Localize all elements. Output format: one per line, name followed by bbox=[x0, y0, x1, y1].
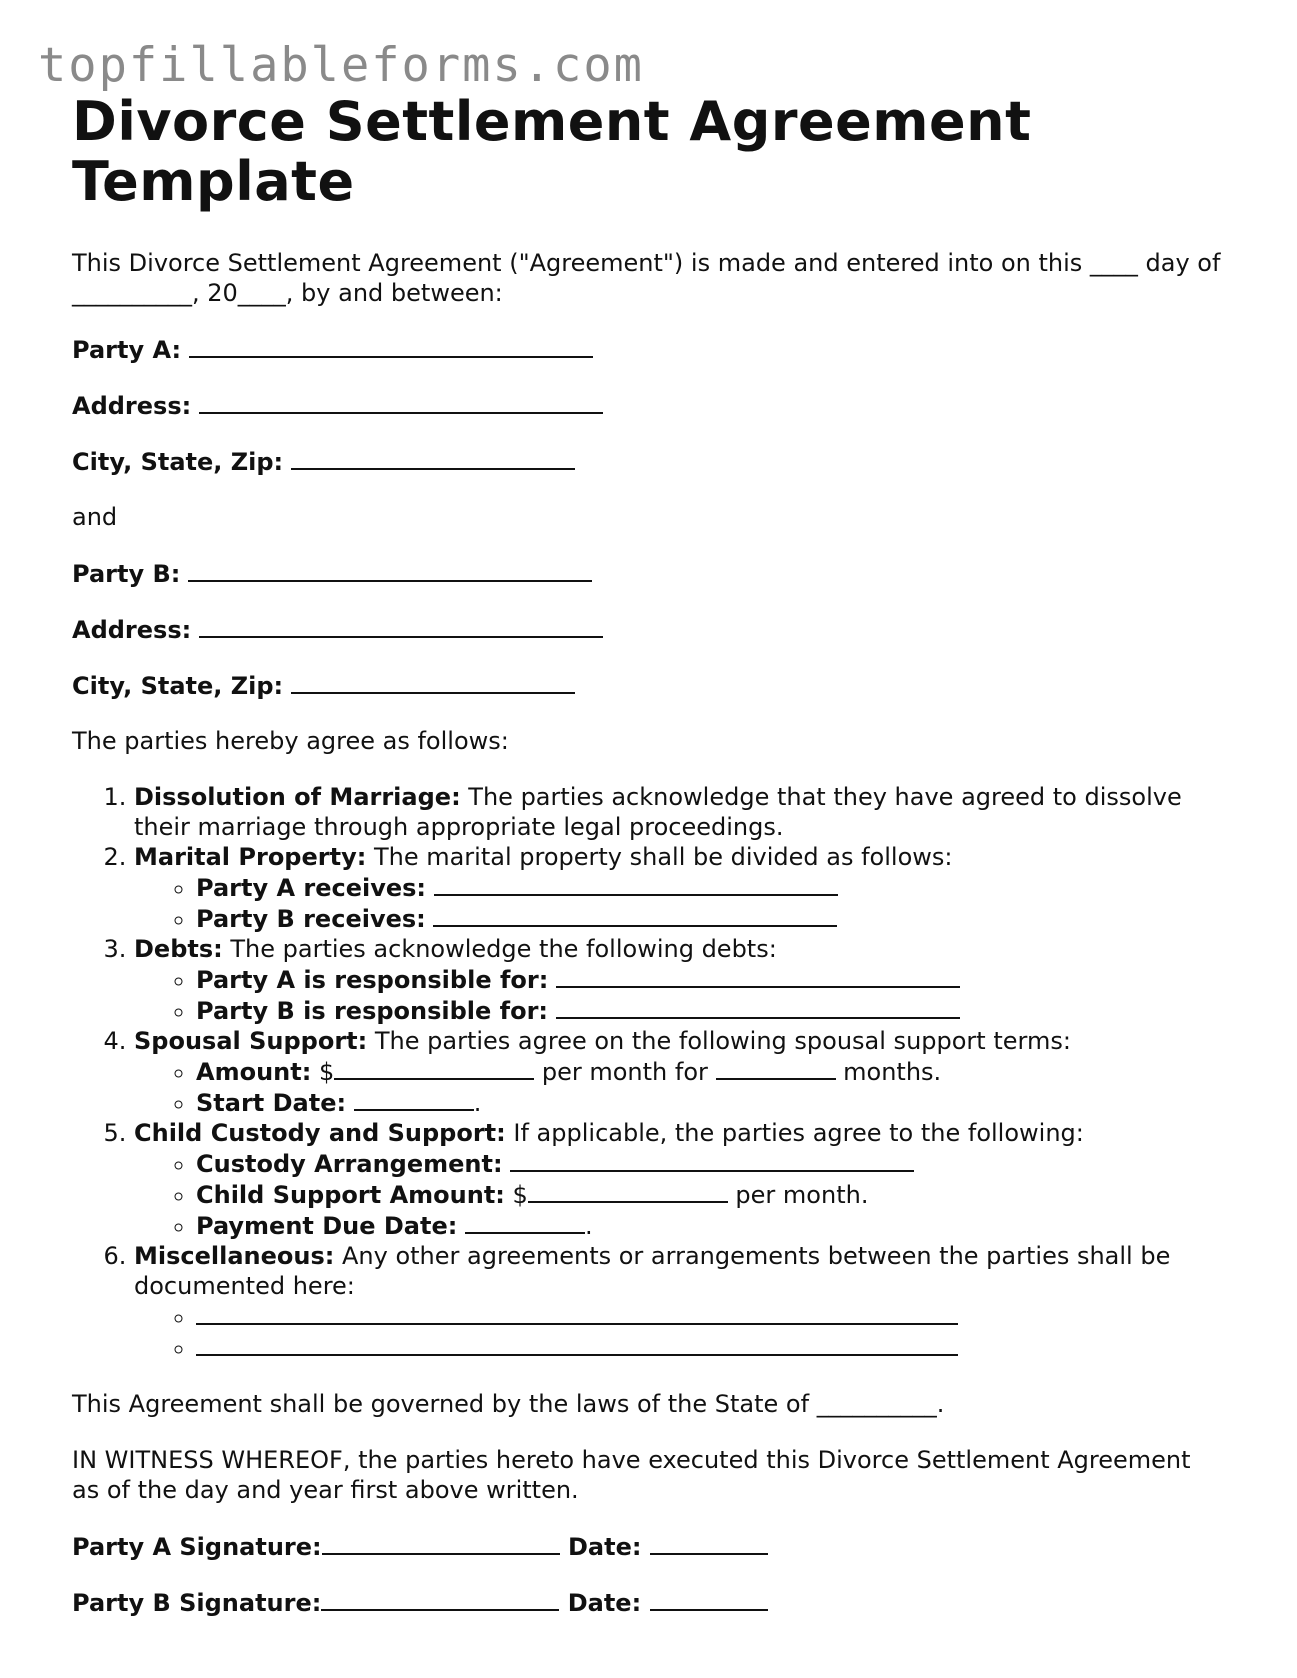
party-a-city-blank[interactable] bbox=[291, 446, 575, 470]
property-sublist bbox=[134, 872, 1222, 934]
custody-arrangement-blank[interactable] bbox=[510, 1148, 914, 1172]
and-text: and bbox=[72, 503, 118, 531]
party-a-signature-label: Party A Signature: bbox=[72, 1533, 322, 1561]
term-property-text: The marital property shall be divided as follows: bbox=[366, 843, 953, 871]
governing-law-text: This Agreement shall be governed by the laws of the State of __________. bbox=[72, 1390, 945, 1418]
misc-line-1 bbox=[196, 1301, 1222, 1332]
document-title: Divorce Settlement Agreement Template bbox=[72, 90, 1032, 213]
term-misc-text: Any other agreements or arrangements between the parties shall be documented here: bbox=[134, 1242, 1171, 1300]
dollar-sign: $ bbox=[504, 1181, 528, 1209]
term-dissolution-heading: Dissolution of Marriage: bbox=[134, 783, 461, 811]
party-b-name-field bbox=[72, 558, 1222, 589]
party-b-city-field bbox=[72, 670, 1222, 701]
party-a-city-field bbox=[72, 446, 1222, 477]
party-b-city-label: City, State, Zip: bbox=[72, 672, 284, 700]
party-a-address-blank[interactable] bbox=[199, 390, 603, 414]
term-debts-text: The parties acknowledge the following debts: bbox=[222, 935, 777, 963]
spousal-amount-label: Amount: bbox=[196, 1058, 312, 1086]
child-support-label: Child Support Amount: bbox=[196, 1181, 505, 1209]
party-a-address-field bbox=[72, 390, 1222, 421]
custody-arrangement-label: Custody Arrangement: bbox=[196, 1150, 503, 1178]
party-b-city-blank[interactable] bbox=[291, 670, 575, 694]
party-b-address-field bbox=[72, 614, 1222, 645]
party-a-address-label: Address: bbox=[72, 392, 192, 420]
document-page bbox=[72, 92, 1222, 1643]
period: . bbox=[473, 1089, 482, 1117]
party-b-name-blank[interactable] bbox=[188, 558, 592, 582]
watermark: topfillableforms.com bbox=[38, 38, 644, 93]
misc-sublist bbox=[134, 1301, 1222, 1363]
property-party-b-blank[interactable] bbox=[433, 903, 837, 927]
per-month-for-text: per month for bbox=[534, 1058, 716, 1086]
term-dissolution-text: The parties acknowledge that they have agreed to dissolve their marriage through appropriate legal proceedings. bbox=[134, 783, 1182, 841]
term-dissolution bbox=[134, 782, 1222, 842]
spousal-months-blank[interactable] bbox=[716, 1056, 836, 1080]
misc-blank-2[interactable] bbox=[196, 1332, 958, 1356]
payment-due-blank[interactable] bbox=[465, 1210, 585, 1234]
custody-sublist bbox=[134, 1148, 1222, 1241]
dollar-sign: $ bbox=[311, 1058, 335, 1086]
period: . bbox=[585, 1212, 593, 1240]
term-debts-heading: Debts: bbox=[134, 935, 223, 963]
term-custody-text: If applicable, the parties agree to the following: bbox=[505, 1119, 1084, 1147]
property-party-a-blank[interactable] bbox=[434, 872, 838, 896]
child-support-blank[interactable] bbox=[528, 1179, 728, 1203]
intro-paragraph: This Divorce Settlement Agreement ("Agreement") is made and entered into on this ____ day of __________, 20____, by and between: bbox=[72, 249, 1221, 307]
term-misc-heading: Miscellaneous: bbox=[134, 1242, 335, 1270]
party-a-name-field bbox=[72, 334, 1222, 365]
terms-list bbox=[72, 782, 1222, 1363]
term-custody-heading: Child Custody and Support: bbox=[134, 1119, 506, 1147]
property-party-b-label: Party B receives: bbox=[196, 905, 426, 933]
party-a-city-label: City, State, Zip: bbox=[72, 448, 284, 476]
debts-party-b-blank[interactable] bbox=[556, 995, 960, 1019]
debts-party-b-label: Party B is responsible for: bbox=[196, 997, 549, 1025]
custody-arrangement bbox=[196, 1148, 1222, 1179]
spousal-amount-blank[interactable] bbox=[334, 1056, 534, 1080]
term-property-heading: Marital Property: bbox=[134, 843, 367, 871]
term-spousal-heading: Spousal Support: bbox=[134, 1027, 368, 1055]
payment-due-label: Payment Due Date: bbox=[196, 1212, 458, 1240]
party-b-address-blank[interactable] bbox=[199, 614, 603, 638]
spousal-amount bbox=[196, 1056, 1222, 1087]
party-b-signature-line bbox=[72, 1587, 1222, 1618]
agree-text: The parties hereby agree as follows: bbox=[72, 727, 509, 755]
debts-party-a bbox=[196, 964, 1222, 995]
party-a-name-label: Party A: bbox=[72, 336, 182, 364]
term-spousal-support bbox=[134, 1026, 1222, 1118]
misc-line-2 bbox=[196, 1332, 1222, 1363]
term-miscellaneous bbox=[134, 1241, 1222, 1363]
term-debts bbox=[134, 934, 1222, 1026]
party-b-date-blank[interactable] bbox=[650, 1587, 768, 1611]
party-a-signature-blank[interactable] bbox=[322, 1531, 560, 1555]
debts-sublist bbox=[134, 964, 1222, 1026]
months-text: months. bbox=[835, 1058, 942, 1086]
witness-text: IN WITNESS WHEREOF, the parties hereto have executed this Divorce Settlement Agreement as of the day and year first above written. bbox=[72, 1446, 1191, 1504]
term-property bbox=[134, 842, 1222, 934]
party-a-name-blank[interactable] bbox=[189, 334, 593, 358]
party-a-signature-line bbox=[72, 1531, 1222, 1562]
party-b-address-label: Address: bbox=[72, 616, 192, 644]
child-support-amount bbox=[196, 1179, 1222, 1210]
term-spousal-text: The parties agree on the following spousal support terms: bbox=[367, 1027, 1071, 1055]
payment-due-date bbox=[196, 1210, 1222, 1241]
party-b-name-label: Party B: bbox=[72, 560, 181, 588]
spousal-sublist bbox=[134, 1056, 1222, 1118]
property-party-a-label: Party A receives: bbox=[196, 874, 427, 902]
party-b-date-label: Date: bbox=[567, 1589, 642, 1617]
per-month-text: per month. bbox=[727, 1181, 869, 1209]
debts-party-b bbox=[196, 995, 1222, 1026]
spousal-start-label: Start Date: bbox=[196, 1089, 347, 1117]
party-b-signature-label: Party B Signature: bbox=[72, 1589, 322, 1617]
property-party-a bbox=[196, 872, 1222, 903]
term-child-custody bbox=[134, 1118, 1222, 1241]
spousal-start-date bbox=[196, 1087, 1222, 1118]
party-b-signature-blank[interactable] bbox=[321, 1587, 559, 1611]
debts-party-a-blank[interactable] bbox=[556, 964, 960, 988]
misc-blank-1[interactable] bbox=[196, 1301, 958, 1325]
spousal-start-blank[interactable] bbox=[354, 1087, 474, 1111]
party-a-date-label: Date: bbox=[567, 1533, 642, 1561]
property-party-b bbox=[196, 903, 1222, 934]
party-a-date-blank[interactable] bbox=[650, 1531, 768, 1555]
debts-party-a-label: Party A is responsible for: bbox=[196, 966, 549, 994]
